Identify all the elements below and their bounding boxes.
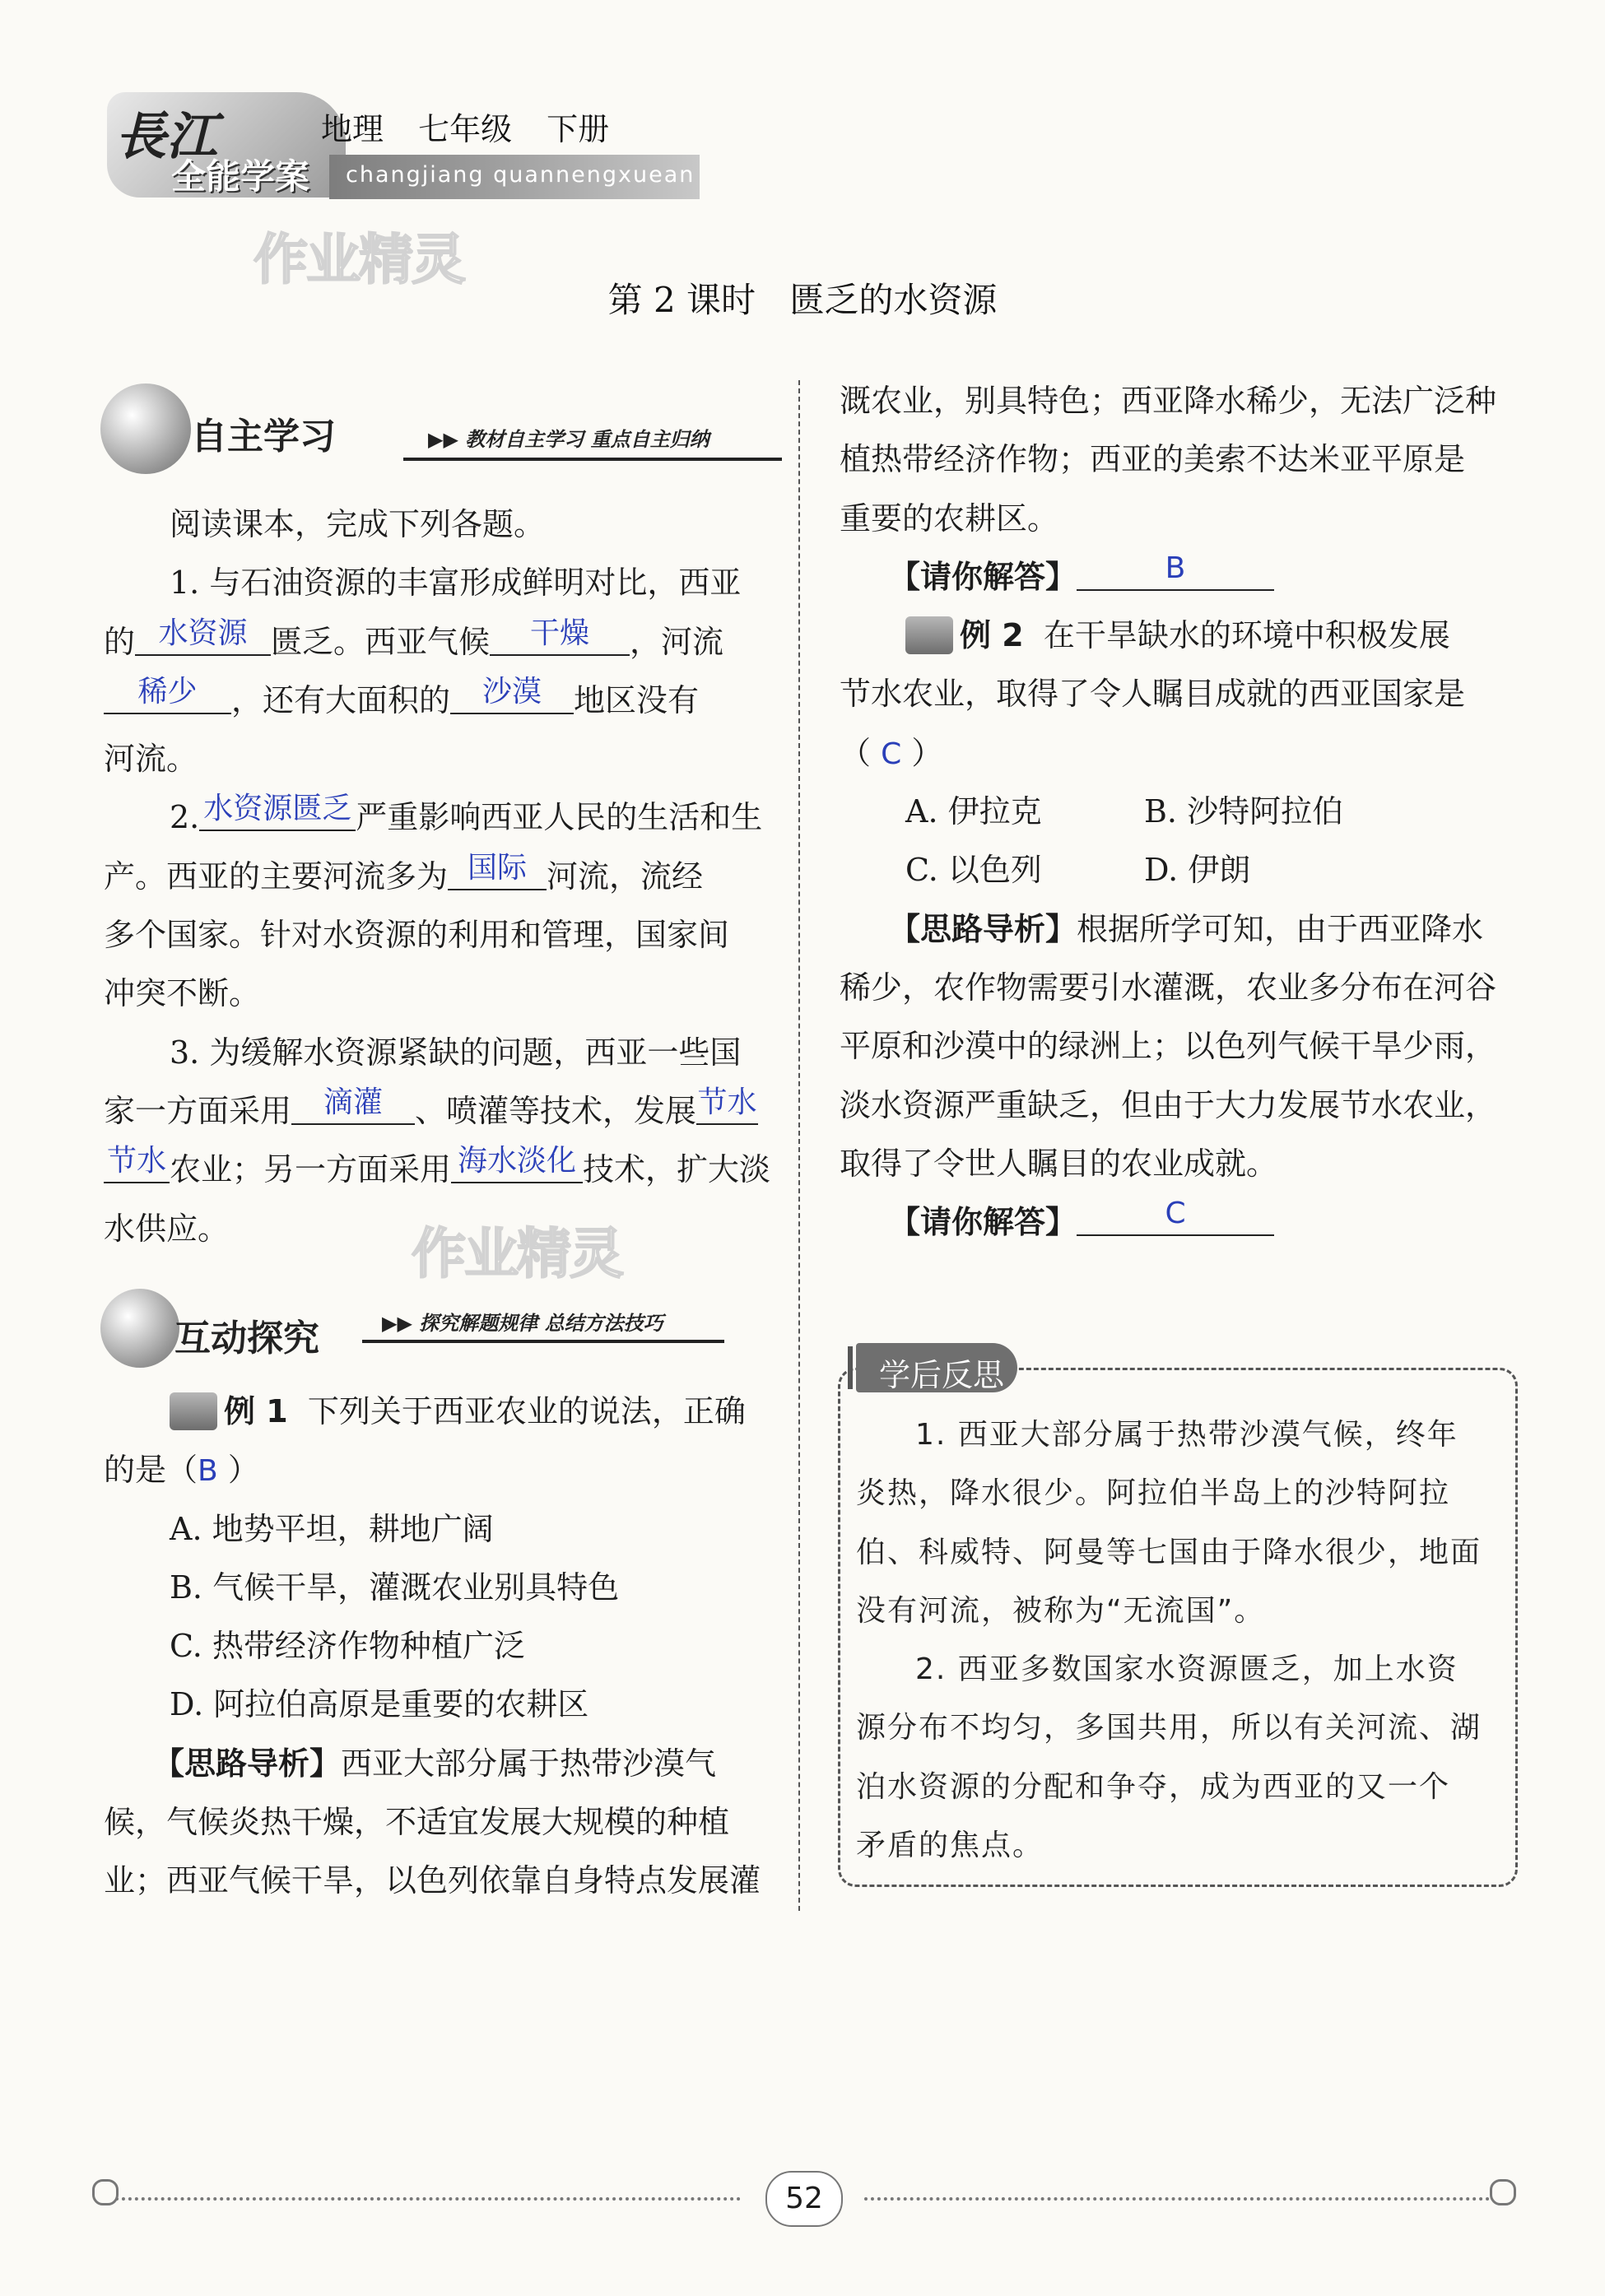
example-1 — [104, 1383, 787, 1911]
q2-line-d: 冲突不断。 — [104, 975, 261, 1012]
blank — [291, 1082, 415, 1125]
answer-blank — [1077, 548, 1274, 591]
option: A. 地势平坦，耕地广阔 — [170, 1510, 494, 1547]
ex1-answer-line — [840, 548, 1547, 607]
footer-ornament — [1490, 2179, 1516, 2205]
q2-line-a: 2. 水资源匮乏 严重影响西亚人民的生活和生 — [104, 788, 787, 847]
lesson-title — [0, 273, 1605, 323]
reflection-bar — [848, 1346, 853, 1389]
column-divider — [798, 380, 802, 1911]
q1-line-b: 的 水资源 匮乏。西亚气候 干燥 ，河流 — [104, 613, 787, 672]
ex2-answer-line — [840, 1193, 1547, 1252]
ex1-analysis-line: 业；西亚气候干旱，以色列依靠自身特点发展灌 — [104, 1862, 761, 1899]
handwritten-answer: 海水淡化 — [458, 1144, 577, 1178]
ex2-analysis-line: 平原和沙漠中的绿洲上；以色列气候干旱少雨， — [840, 1028, 1497, 1065]
ex1-analysis-line: 重要的农耕区。 — [840, 500, 1059, 537]
option: B. 气候干旱，灌溉农业别具特色 — [170, 1569, 620, 1606]
ex1-analysis-line: 候，气候炎热干燥，不适宜发展大规模的种植 — [104, 1804, 730, 1841]
header-pinyin: changjiang quannengxuean — [346, 162, 696, 188]
q2-line-c: 多个国家。针对水资源的利用和管理，国家间 — [104, 917, 730, 954]
blank — [104, 1141, 170, 1183]
intro-line: 阅读课本，完成下列各题。 — [170, 506, 546, 542]
q2-line-b: 产。西亚的主要河流多为 国际 河流，流经 — [104, 848, 787, 906]
handwritten-answer: 干燥 — [530, 616, 590, 650]
handwritten-answer: 沙漠 — [482, 674, 542, 709]
handwritten-answer: 水资源 — [158, 616, 248, 650]
option: D. 伊朗 — [1144, 852, 1251, 889]
analysis-tag: 【思路导析】 — [153, 1745, 342, 1782]
footer-ornament — [92, 2179, 119, 2205]
option: C. 以色列 — [905, 852, 1042, 889]
handwritten-answer: B — [1165, 551, 1186, 585]
reflection-line: 2. 西亚多数国家水资源匮乏，加上水资 — [915, 1652, 1458, 1687]
ex1-stem-a: 例 1 下列关于西亚农业的说法，正确 — [104, 1383, 787, 1441]
footer-rule-right — [864, 2197, 1490, 2201]
footer-rule-left — [115, 2197, 741, 2201]
ex1-analysis-line: 溉农业，别具特色；西亚降水稀少，无法广泛种 — [840, 383, 1497, 419]
options-row — [840, 783, 1547, 841]
right-column — [840, 372, 1547, 1252]
reflection-title: 学后反思 — [879, 1357, 1005, 1393]
self-study-slogan: ▶▶ 教材自主学习 重点自主归纳 — [428, 428, 709, 451]
reflection-text — [856, 1406, 1498, 1875]
option: B. 沙特阿拉伯 — [1144, 793, 1344, 830]
reflection-line: 伯、科威特、阿曼等七国由于降水很少，地面 — [856, 1535, 1482, 1569]
example-label: 例 2 — [960, 617, 1024, 654]
watermark-mid: 作业精灵 — [412, 1222, 622, 1285]
handwritten-answer: C — [1165, 1197, 1186, 1231]
logo-subtitle: 全能学案 — [171, 156, 310, 197]
blank — [450, 672, 574, 714]
self-study-banner: 自主学习 — [191, 416, 336, 458]
q3-line-d: 水供应。 — [104, 1210, 230, 1247]
answer-tag: 【请你解答】 — [889, 1204, 1077, 1241]
logo-title: 長江 — [115, 106, 218, 166]
blank — [135, 613, 271, 656]
ex2-stem-b: 节水农业，取得了令人瞩目成就的西亚国家是 — [840, 676, 1466, 713]
option: A. 伊拉克 — [905, 793, 1042, 830]
q3-line-c: 节水 农业；另一方面采用 海水淡化 技术，扩大淡 — [104, 1141, 787, 1199]
handwritten-answer: 稀少 — [137, 674, 198, 709]
ex2-analysis-line: 淡水资源严重缺乏，但由于大力发展节水农业， — [840, 1086, 1497, 1123]
analysis-tag: 【思路导析】 — [889, 910, 1077, 947]
ex2-analysis-line: 稀少，农作物需要引水灌溉，农业多分布在河谷 — [840, 969, 1497, 1006]
reflection-line: 矛盾的焦点。 — [856, 1829, 1044, 1863]
reflection-line: 炎热，降水很少。阿拉伯半岛上的沙特阿拉 — [856, 1476, 1451, 1511]
explore-slogan: ▶▶ 探究解题规律 总结方法技巧 — [382, 1312, 663, 1335]
globe-icon — [100, 1289, 179, 1368]
handwritten-answer: 国际 — [468, 850, 528, 885]
blank — [104, 672, 231, 714]
q1-line-c: 稀少 ，还有大面积的 沙漠 地区没有 — [104, 672, 787, 730]
banner-rule — [362, 1340, 724, 1343]
handwritten-answer: 节水 — [106, 1144, 166, 1178]
header-subject: 地理 七年级 下册 — [321, 111, 610, 147]
option: D. 阿拉伯高原是重要的农耕区 — [170, 1686, 589, 1723]
option: C. 热带经济作物种植广泛 — [170, 1628, 525, 1665]
page-number: 52 — [765, 2171, 843, 2227]
self-study-body — [104, 495, 787, 1258]
reflection-tag — [856, 1343, 1017, 1392]
watermark-top: 作业精灵 — [254, 228, 464, 291]
reflection-line: 没有河流，被称为“无流国”。 — [856, 1593, 1266, 1628]
reflection-line: 1. 西亚大部分属于热带沙漠气候，终年 — [915, 1418, 1458, 1452]
publisher-logo — [107, 92, 346, 198]
blank — [696, 1082, 758, 1125]
handwritten-answer: B — [198, 1454, 218, 1489]
ex2-stem-c: （ C ） — [840, 734, 943, 771]
q3-line-b: 家一方面采用 滴灌 、喷灌等技术，发展节水 — [104, 1082, 787, 1141]
banner-rule — [403, 458, 782, 461]
example-label: 例 1 — [224, 1393, 288, 1429]
blackboard-icon — [170, 1392, 217, 1430]
blank — [451, 1141, 583, 1183]
blank — [448, 848, 547, 890]
ex1-analysis-line: 植热带经济作物；西亚的美索不达米亚平原是 — [840, 441, 1466, 478]
reflection-line: 泊水资源的分配和争夺，成为西亚的又一个 — [856, 1769, 1451, 1804]
ex1-stem-b: 的是（B ） — [104, 1452, 259, 1489]
reflection-line: 源分布不均匀，多国共用，所以有关河流、湖 — [856, 1711, 1482, 1745]
lesson-name: 匮乏的水资源 — [789, 280, 998, 320]
ex2-analysis-line: 【思路导析】根据所学可知，由于西亚降水 — [889, 910, 1484, 947]
answer-tag: 【请你解答】 — [889, 558, 1077, 595]
blank — [199, 788, 356, 831]
explore-banner: 互动探究 — [174, 1318, 319, 1359]
handwritten-answer: 滴灌 — [323, 1085, 384, 1119]
q3-line-a: 3. 为缓解水资源紧缺的问题，西亚一些国 — [170, 1034, 742, 1071]
answer-blank — [1077, 1193, 1274, 1236]
handwritten-answer: 水资源匮乏 — [203, 792, 352, 826]
handwritten-answer: 节水 — [697, 1085, 757, 1119]
lesson-number: 第 2 课时 — [607, 280, 756, 320]
blackboard-icon — [905, 616, 953, 654]
ex2-stem-a: 例 2 在干旱缺水的环境中积极发展 — [840, 607, 1547, 665]
q1-line-a: 1. 与石油资源的丰富形成鲜明对比，西亚 — [170, 565, 742, 602]
q1-line-d: 河流。 — [104, 741, 198, 778]
handwritten-answer: C — [881, 737, 902, 771]
ex2-analysis-line: 取得了令世人瞩目的农业成就。 — [840, 1145, 1278, 1182]
globe-icon — [100, 383, 191, 474]
options-row — [840, 841, 1547, 899]
blank — [490, 613, 630, 656]
ex1-analysis-line: 【思路导析】西亚大部分属于热带沙漠气 — [153, 1745, 717, 1782]
